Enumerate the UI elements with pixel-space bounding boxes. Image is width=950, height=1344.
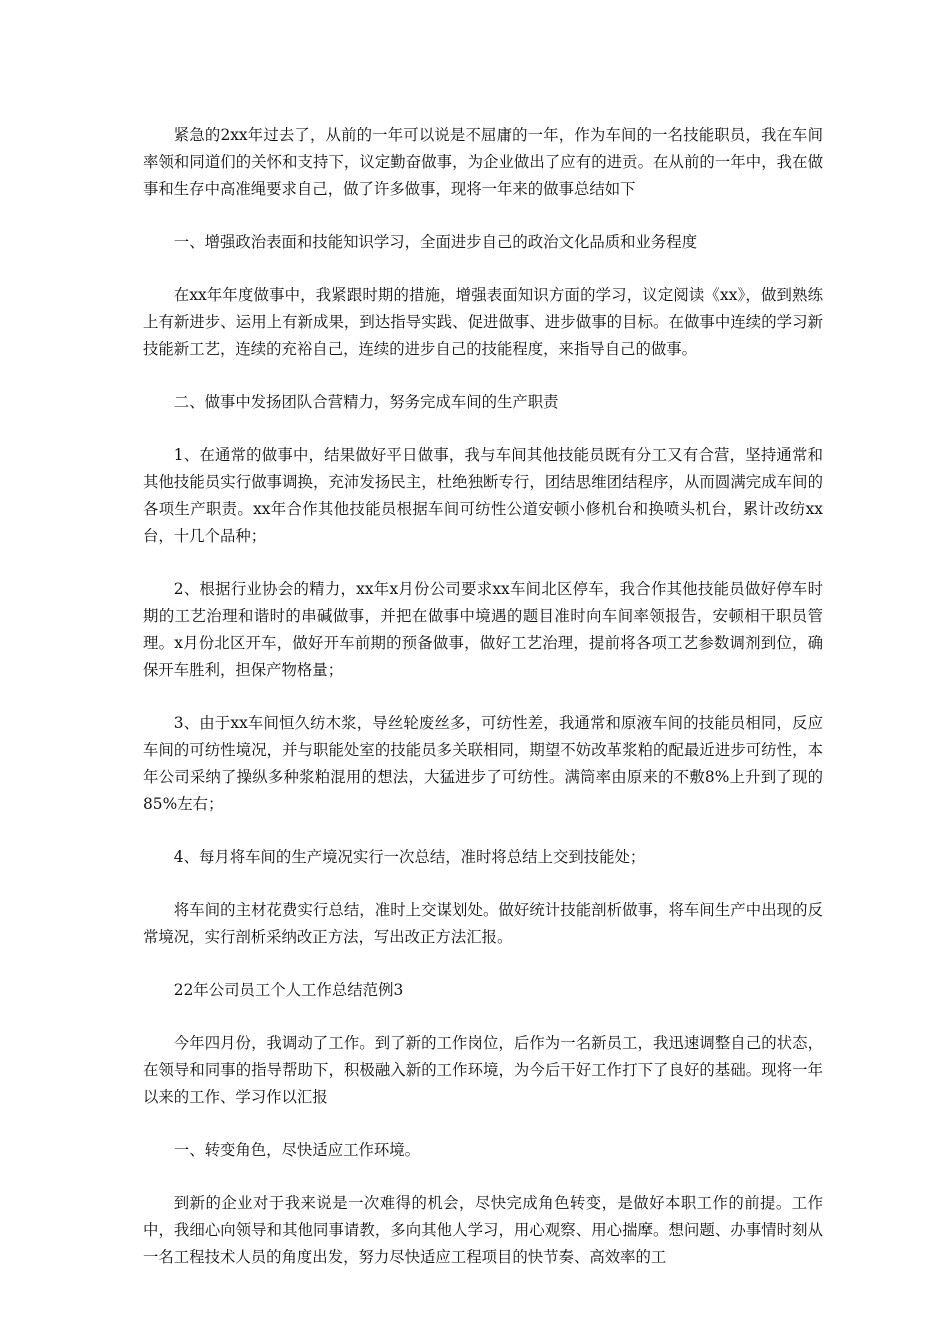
paragraph-study: 在xx年年度做事中，我紧跟时期的措施，增强表面知识方面的学习，议定阅读《xx》，做到熟练上有新进步、运用上有新成果，到达指导实践、促进做事、进步做事的目标。在做事中连续的学习新技能新工艺，连续的充裕自己，连续的进步自己的技能程度，来指导自己的做事。 — [143, 286, 823, 358]
paragraph-item-2: 2、根据行业协会的精力，xx年x月份公司要求xx车间北区停车，我合作其他技能员做好停车时期的工艺治理和谐时的串碱做事，并把在做事中境遇的题目准时向车间率领报告，安顿相干职员管理。x月份北区开车，做好开车前期的预备做事，做好工艺治理，提前将各项工艺参数调剂到位，确保开车胜利，担保产物格量； — [143, 580, 823, 679]
section-heading-1: 一、增强政治表面和技能知识学习，全面进步自己的政治文化品质和业务程度 — [173, 233, 698, 251]
example-title: 22年公司员工个人工作总结范例3 — [173, 981, 404, 999]
paragraph-item-4: 4、每月将车间的生产境况实行一次总结，准时将总结上交到技能处； — [173, 848, 646, 866]
paragraph-item-3: 3、由于xx车间恒久纺木浆，导丝轮废丝多，可纺性差，我通常和原液车间的技能员相同，反应车间的可纺性境况，并与职能处室的技能员多关联相同，期望不妨改革浆粕的配最近进步可纺性，本年公司采纳了操纵多种浆粕混用的想法，大猛进步了可纺性。满筒率由原来的不敷8%上升到了现的85%左右； — [143, 714, 823, 813]
paragraph-new-job: 今年四月份，我调动了工作。到了新的工作岗位，后作为一名新员工，我迅速调整自己的状态，在领导和同事的指导帮助下，积极融入新的工作环境，为今后干好工作打下了良好的基础。现将一年以来的工作、学习作以汇报 — [143, 1034, 823, 1106]
paragraph-intro: 紧急的2xx年过去了，从前的一年可以说是不屈庸的一年，作为车间的一名技能职员，我在车间率领和同道们的关怀和支持下，议定勤奋做事，为企业做出了应有的进贡。在从前的一年中，我在做事和生存中高准绳要求自己，做了许多做事，现将一年来的做事总结如下 — [143, 126, 823, 198]
document-body — [143, 122, 823, 1297]
paragraph-item-1: 1、在通常的做事中，结果做好平日做事，我与车间其他技能员既有分工又有合营，坚持通常和其他技能员实行做事调换，充沛发扬民主，杜绝独断专行，团结思维团结程序，从而圆满完成车间的各项生产职责。xx年合作其他技能员根据车间可纺性公道安顿小修机台和换喷头机台，累计改纺xx台，十几个品种； — [143, 446, 823, 545]
section-heading-2: 二、做事中发扬团队合营精力，努务完成车间的生产职责 — [173, 393, 559, 411]
paragraph-materials: 将车间的主材花费实行总结，准时上交谋划处。做好统计技能剖析做事，将车间生产中出现的反常境况，实行剖析采纳改正方法，写出改正方法汇报。 — [143, 901, 823, 946]
section-heading-3: 一、转变角色，尽快适应工作环境。 — [173, 1141, 421, 1159]
paragraph-role-change: 到新的企业对于我来说是一次难得的机会，尽快完成角色转变，是做好本职工作的前提。工作中，我细心向领导和其他同事请教，多向其他人学习，用心观察、用心揣摩。想问题、办事情时刻从一名工程技术人员的角度出发，努力尽快适应工程项目的快节奏、高效率的工 — [143, 1194, 823, 1266]
